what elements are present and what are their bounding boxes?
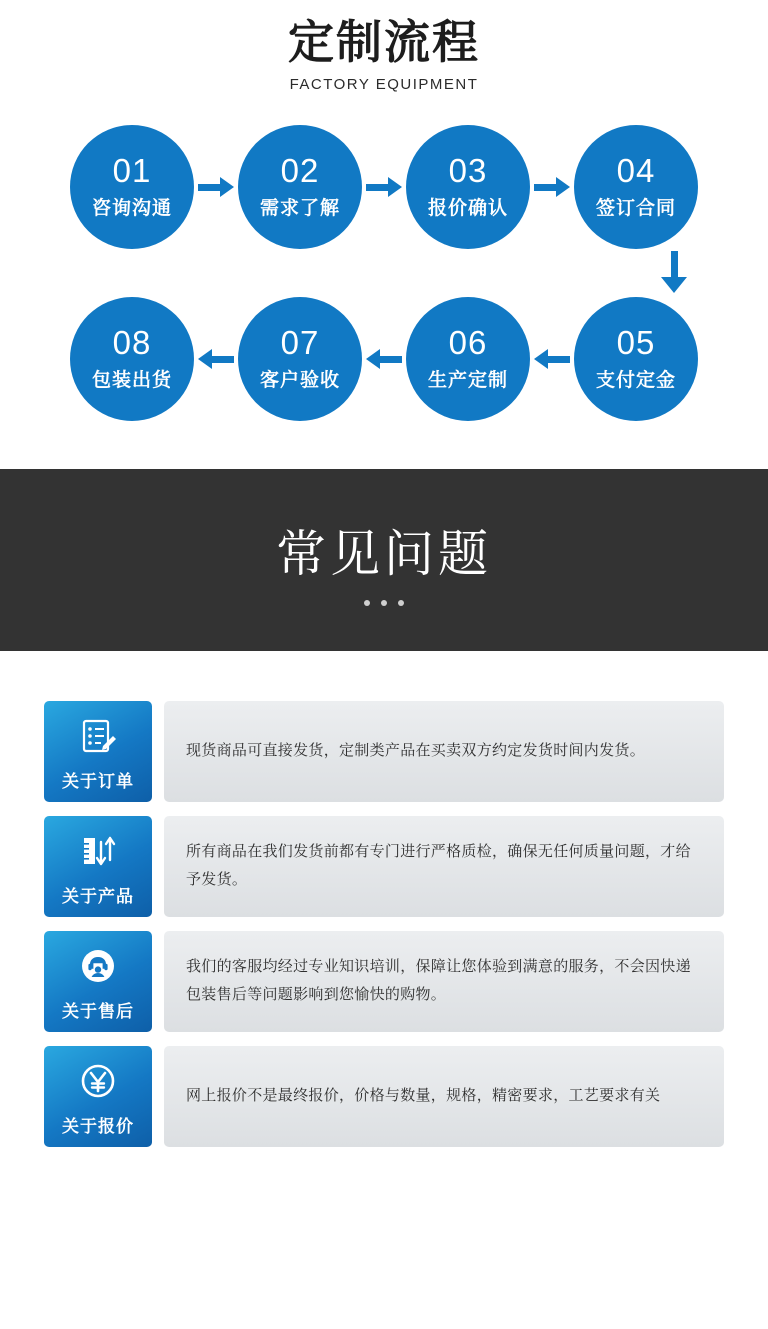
headset-support-icon [77, 943, 119, 989]
dot-icon [381, 600, 387, 606]
step-number: 04 [616, 151, 656, 189]
step-label: 需求了解 [259, 197, 340, 219]
yuan-currency-icon [77, 1058, 119, 1104]
step-number: 03 [448, 151, 488, 189]
faq-banner [0, 469, 768, 651]
dots-decoration [364, 600, 404, 606]
process-row-top [24, 125, 744, 249]
dot-icon [398, 600, 404, 606]
faq-answer-text: 我们的客服均经过专业知识培训，保障让您体验到满意的服务，不会因快递包装售后等问题影响到您愉快的购物。 [186, 958, 691, 1003]
step-label: 支付定金 [595, 369, 676, 391]
product-updown-arrows-icon [78, 828, 118, 874]
process-step-01 [70, 125, 194, 249]
faq-item [44, 931, 724, 1032]
dot-icon [364, 600, 370, 606]
step-number: 05 [616, 323, 656, 361]
step-label: 报价确认 [427, 197, 508, 219]
arrow-down-icon [630, 249, 720, 297]
faq-answer-text: 所有商品在我们发货前都有专门进行严格质检，确保无任何质量问题，才给予发货。 [186, 843, 691, 888]
faq-category-aftersales [44, 931, 152, 1032]
faq-answer [164, 701, 724, 802]
process-flow [0, 125, 768, 421]
process-step-03 [406, 125, 530, 249]
faq-answer [164, 931, 724, 1032]
step-label: 咨询沟通 [91, 197, 172, 219]
step-number: 08 [112, 323, 152, 361]
faq-item [44, 816, 724, 917]
step-label: 生产定制 [427, 369, 508, 391]
arrow-right-icon [532, 175, 572, 199]
process-step-05 [574, 297, 698, 421]
faq-item [44, 701, 724, 802]
faq-category-product [44, 816, 152, 917]
arrow-left-icon [364, 347, 404, 371]
arrow-right-icon [364, 175, 404, 199]
faq-category-label: 关于产品 [62, 886, 134, 906]
process-section [0, 0, 768, 421]
process-step-02 [238, 125, 362, 249]
faq-answer-text: 现货商品可直接发货，定制类产品在买卖双方约定发货时间内发货。 [186, 742, 646, 760]
step-number: 01 [112, 151, 152, 189]
step-number: 06 [448, 323, 488, 361]
step-label: 包装出货 [91, 369, 172, 391]
page-title: 定制流程 [288, 16, 480, 68]
process-step-04 [574, 125, 698, 249]
arrow-left-icon [196, 347, 236, 371]
step-label: 签订合同 [595, 197, 676, 219]
faq-category-label: 关于订单 [62, 771, 134, 791]
faq-answer [164, 816, 724, 917]
faq-category-quote [44, 1046, 152, 1147]
faq-answer-text: 网上报价不是最终报价，价格与数量，规格，精密要求，工艺要求有关 [186, 1087, 661, 1105]
step-number: 07 [280, 323, 320, 361]
process-row-bottom [24, 297, 744, 421]
process-step-07 [238, 297, 362, 421]
faq-category-order [44, 701, 152, 802]
faq-list [0, 651, 768, 1207]
faq-category-label: 关于报价 [62, 1116, 134, 1136]
faq-answer [164, 1046, 724, 1147]
order-checklist-icon [78, 713, 118, 759]
faq-item [44, 1046, 724, 1147]
faq-banner-title: 常见问题 [276, 525, 492, 582]
arrow-right-icon [196, 175, 236, 199]
process-connector [24, 249, 744, 297]
process-step-08 [70, 297, 194, 421]
arrow-left-icon [532, 347, 572, 371]
process-step-06 [406, 297, 530, 421]
page-subtitle: FACTORY EQUIPMENT [289, 75, 479, 93]
step-label: 客户验收 [259, 369, 340, 391]
step-number: 02 [280, 151, 320, 189]
faq-category-label: 关于售后 [62, 1001, 134, 1021]
